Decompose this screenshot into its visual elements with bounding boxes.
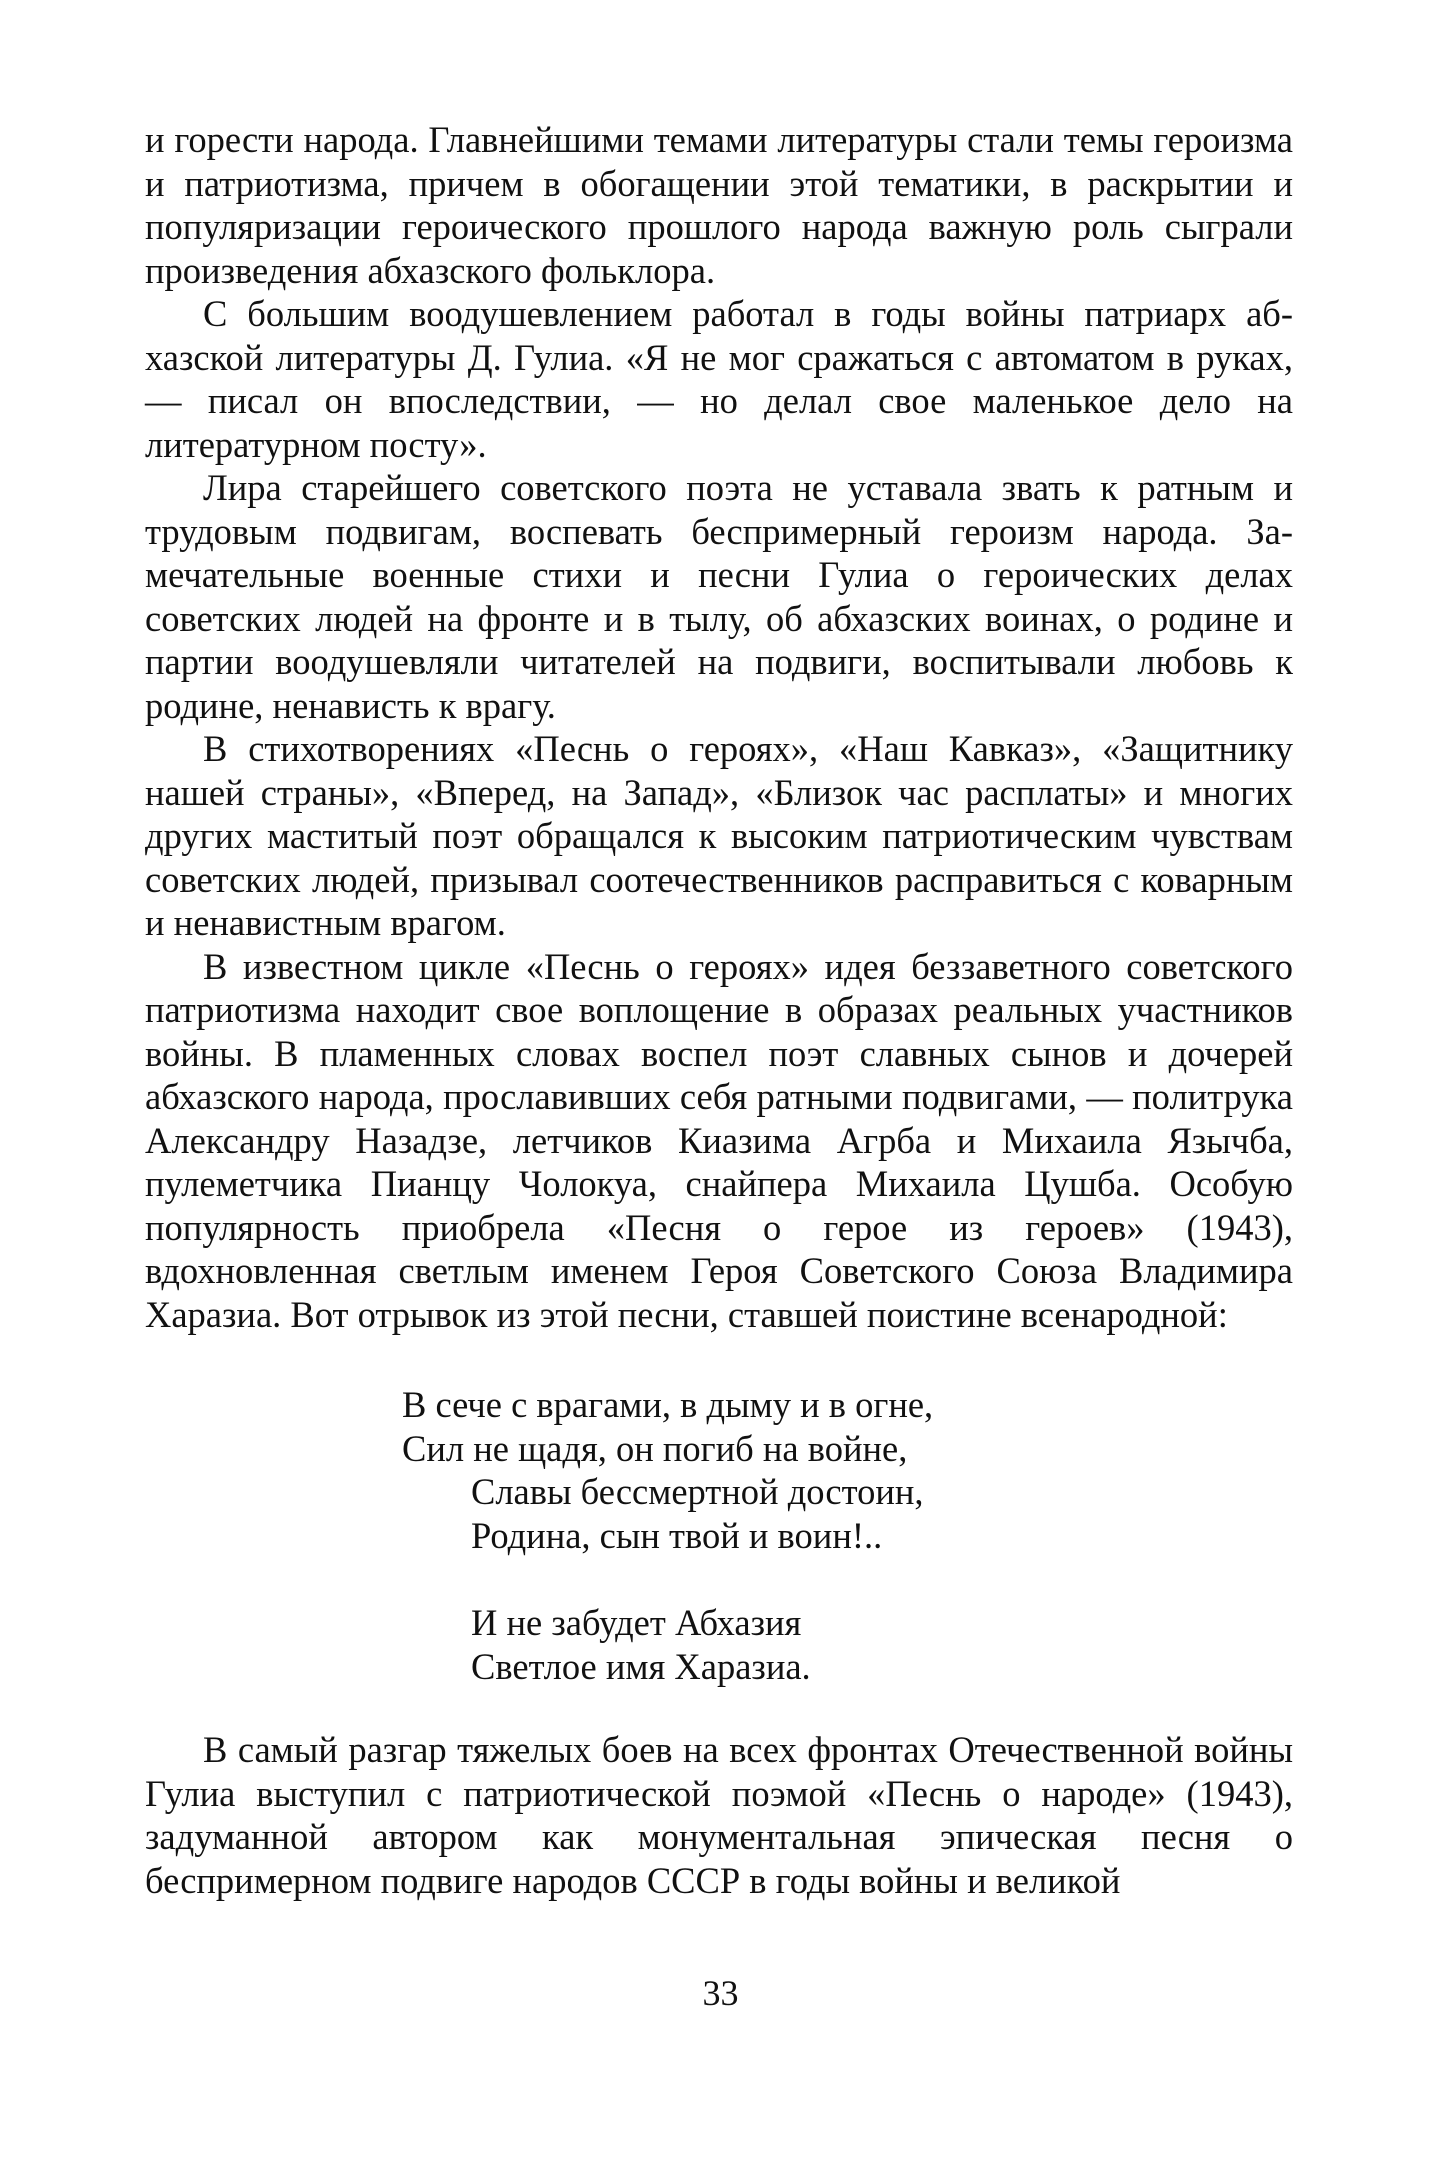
poem-excerpt xyxy=(145,1383,1293,1688)
poem-stanza xyxy=(145,1601,1293,1688)
page-text xyxy=(145,118,1293,1902)
paragraph-war-poems: В стихотворениях «Песнь о героях», «Наш Кавказ», «Защитнику нашей страны», «Вперед, на Запад», «Близок час расплаты» и многих других маститый поэт обращался к высоким патриотическим чувствам советских людей, призывал соотечественников расправиться с коварным и ненавистным врагом. xyxy=(145,728,1293,943)
poem-line: Сил не щадя, он погиб на войне, xyxy=(402,1427,908,1469)
poem-line: Славы бессмертной достоин, xyxy=(471,1471,924,1512)
poem-line: И не забудет Абхазия xyxy=(471,1602,802,1643)
paragraph-song-of-heroes: В известном цикле «Песнь о героях» идея беззаветного советского патриотизма находит свое воплощение в образах реальных участников войны. В пламенных словах воспел поэт славных сынов и дочерей абхазского народа, прославивших себя ратными подвигами, — политрука Александру Назадзе, летчиков Киазима Агрба и Михаила Язычба, пулеметчика Пианцу Чолокуа, снайпера Михаила Цушба. Особую популярность приобрела «Песня о герое из героев» (1943), вдохновленная светлым именем Героя Советского Союза Владимира Харазиа. Вот отрывок из этой песни, ставшей поистине всенародной: xyxy=(145,945,1293,1335)
paragraph-gulia-war-years: С большим воодушевлением работал в годы войны патриарх абхазской литературы Д. Гулиа. «Я не мог сражаться с автоматом в руках, — писал он впоследствии, — но делал свое маленькое дело на литературном посту». xyxy=(145,293,1293,465)
paragraph-continuation: и горести народа. Главнейшими темами литературы стали темы героизма и патриотизма, причем в обогащении этой тематики, в раскрытии и популяризации героического прошлого народа важную роль сыграли произведения абхазского фольклора. xyxy=(145,119,1293,291)
page-number: 33 xyxy=(702,1973,739,2013)
poem-line: Светлое имя Харазиа. xyxy=(471,1645,811,1687)
poem-line: В сече с врагами, в дыму и в огне, xyxy=(402,1384,934,1425)
poem-line: Родина, сын твой и воин!.. xyxy=(471,1514,883,1556)
paragraph-poet-lyre: Лира старейшего советского поэта не уставала звать к ратным и трудовым подвигам, воспевать беспримерный героизм народа. Замечательные военные стихи и песни Гулиа о героических делах советских людей на фронте и в тылу, об абхазских воинах, о родине и партии воодушевляли читателей на подвиги, воспитывали любовь к родине, ненависть к врагу. xyxy=(145,467,1293,726)
poem-stanza xyxy=(145,1383,1293,1557)
paragraph-song-of-people: В самый разгар тяжелых боев на всех фронтах Отечественной войны Гулиа выступил с патриотической поэмой «Песнь о народе» (1943), задуманной автором как монументальная эпическая песня о беспримерном подвиге народов СССР в годы войны и великой xyxy=(145,1729,1293,1901)
